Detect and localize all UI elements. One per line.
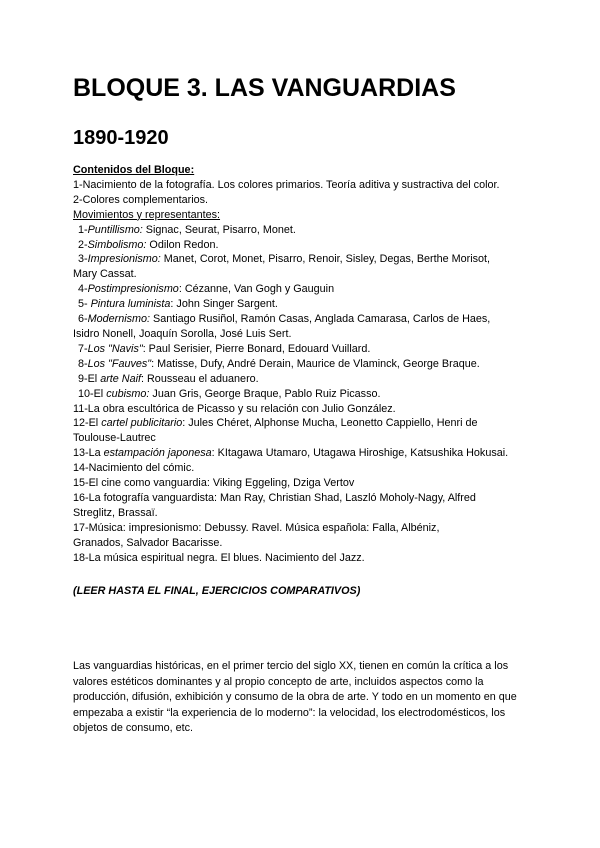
contents-list-continued xyxy=(73,402,533,566)
list-item: 15-El cine como vanguardia: Viking Eggeling, Dziga Vertov xyxy=(73,477,355,490)
movement-item: 2-Simbolismo: Odilon Redon. xyxy=(78,238,219,251)
list-item: 12-El cartel publicitario: Jules Chéret, Alphonse Mucha, Leonetto Cappiello, Henri de xyxy=(73,417,478,430)
movements-list xyxy=(73,223,533,402)
list-item-continued: Toulouse-Lautrec xyxy=(73,432,156,445)
list-item: 2-Colores complementarios. xyxy=(73,193,209,206)
list-item: 13-La estampación japonesa: KItagawa Utamaro, Utagawa Hiroshige, Katsushika Hokusai. xyxy=(73,447,509,460)
period-heading: 1890-1920 xyxy=(73,127,169,149)
movements-heading: Movimientos y representantes: xyxy=(73,208,221,221)
movement-item: 8-Los "Fauves": Matisse, Dufy, André Derain, Maurice de Vlaminck, George Braque. xyxy=(78,357,480,370)
movement-item: 5- Pintura luminista: John Singer Sargent. xyxy=(78,298,278,311)
movement-item: 7-Los "Navis": Paul Serisier, Pierre Bonard, Edouard Vuillard. xyxy=(78,342,371,355)
list-item: 16-La fotografía vanguardista: Man Ray, Christian Shad, Laszló Moholy-Nagy, Alfred xyxy=(73,491,476,504)
list-item-continued: Streglitz, Brassaï. xyxy=(73,506,158,519)
page-title: BLOQUE 3. LAS VANGUARDIAS xyxy=(73,74,456,102)
contents-heading: Contenidos del Bloque: xyxy=(73,164,195,176)
intro-paragraph: Las vanguardias históricas, en el primer tercio del siglo XX, tienen en común la crítica a los valores estéticos dominantes y al propio concepto de arte, incluidos aspectos como la producción, difusión, exhibición y consumo de la obra de arte. Y todo en un momento en que empezaba a existir “la experiencia de lo moderno”: la velocidad, los electrodomésticos, los objetos de consumo, etc. xyxy=(73,660,517,735)
list-item: 17-Música: impresionismo: Debussy. Ravel. Música española: Falla, Albéniz, xyxy=(73,521,440,534)
movement-item-continued: Mary Cassat. xyxy=(73,268,137,281)
movement-item-continued: Isidro Nonell, Joaquín Sorolla, José Luis Sert. xyxy=(73,327,292,340)
list-item: 1-Nacimiento de la fotografía. Los colores primarios. Teoría aditiva y sustractiva del color. xyxy=(73,178,500,191)
list-item: 11-La obra escultórica de Picasso y su relación con Julio González. xyxy=(73,402,396,415)
movement-item: 3-Impresionismo: Manet, Corot, Monet, Pisarro, Renoir, Sisley, Degas, Berthe Morisot, xyxy=(78,253,491,266)
movement-item: 1-Puntillismo: Signac, Seurat, Pisarro, Monet. xyxy=(78,223,296,236)
list-item: 18-La música espiritual negra. El blues. Nacimiento del Jazz. xyxy=(73,551,365,564)
list-item: 14-Nacimiento del cómic. xyxy=(73,462,195,475)
list-item-continued: Granados, Salvador Bacarisse. xyxy=(73,536,223,549)
contents-block xyxy=(73,163,533,565)
movement-item: 10-El cubismo: Juan Gris, George Braque, Pablo Ruiz Picasso. xyxy=(78,387,381,400)
reading-note: (LEER HASTA EL FINAL, EJERCICIOS COMPARATIVOS) xyxy=(73,585,361,597)
movement-item: 6-Modernismo: Santiago Rusiñol, Ramón Casas, Anglada Camarasa, Carlos de Haes, xyxy=(78,313,491,326)
movement-item: 9-El arte Naif: Rousseau el aduanero. xyxy=(78,372,259,385)
movement-item: 4-Postimpresionismo: Cézanne, Van Gogh y Gauguin xyxy=(78,283,335,296)
